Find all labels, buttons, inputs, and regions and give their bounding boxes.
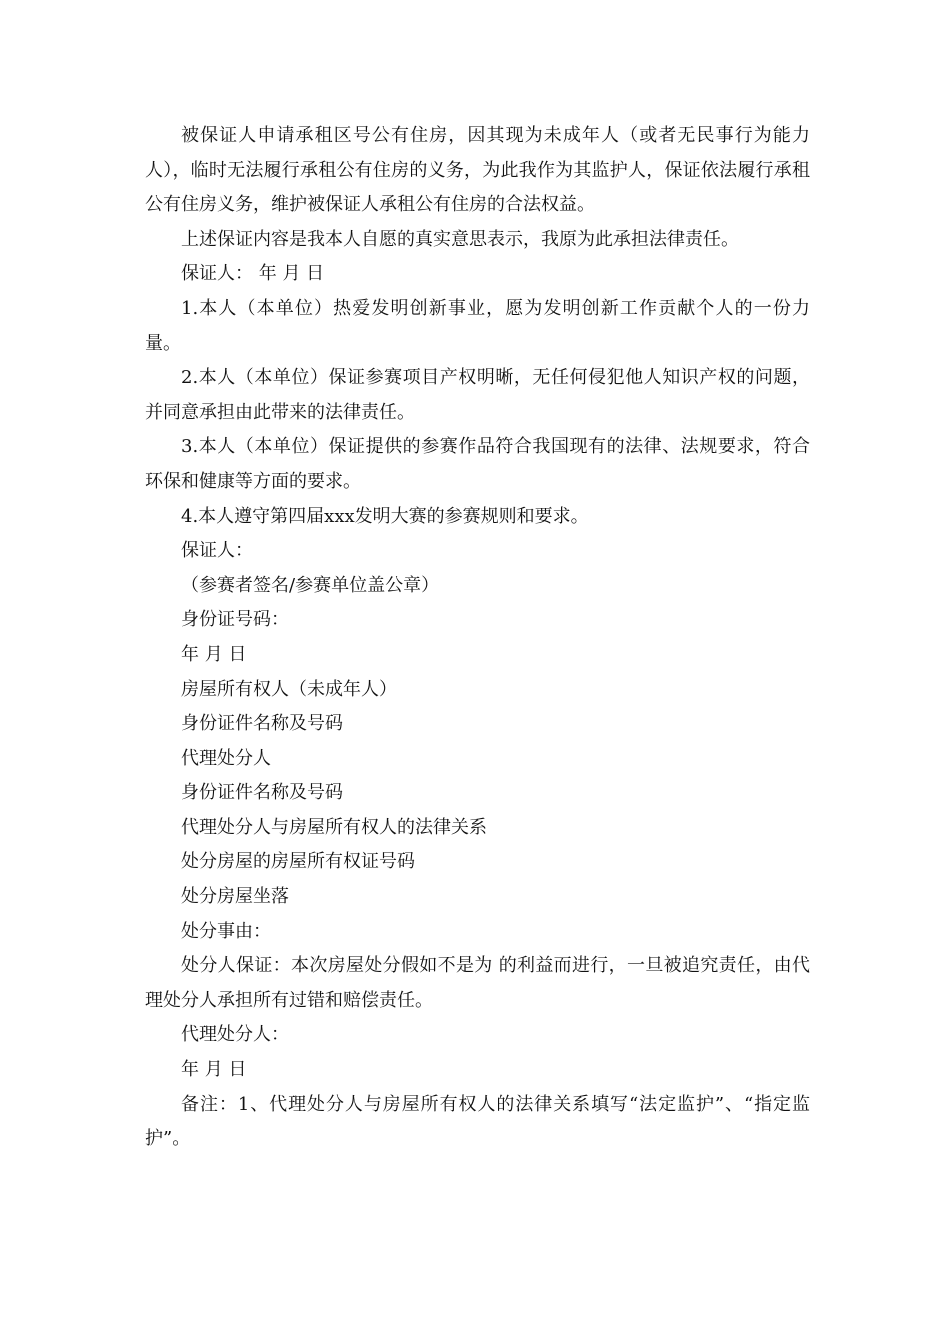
document-body <box>145 119 810 1157</box>
paragraph-agent-id: 身份证件名称及号码 <box>181 782 343 804</box>
paragraph-voluntary-statement: 上述保证内容是我本人自愿的真实意思表示，我原为此承担法律责任。 <box>181 228 739 250</box>
paragraph-item-3: 3.本人（本单位）保证提供的参赛作品符合我国现有的法律、法规要求，符合环保和健康等方面的要求。 <box>145 436 810 492</box>
paragraph-id-number: 身份证号码： <box>181 609 289 631</box>
paragraph-guarantor: 保证人： <box>181 540 253 562</box>
paragraph-guarantee-intro: 被保证人申请承租区号公有住房，因其现为未成年人（或者无民事行为能力人），临时无法履行承租公有住房的义务，为此我作为其监护人，保证依法履行承租公有住房义务，维护被保证人承租公有住房的合法权益。 <box>145 125 810 216</box>
paragraph-agent: 代理处分人 <box>181 747 271 769</box>
paragraph-item-2: 2.本人（本单位）保证参赛项目产权明晰，无任何侵犯他人知识产权的问题，并同意承担由此带来的法律责任。 <box>145 367 810 423</box>
paragraph-owner-id: 身份证件名称及号码 <box>181 713 343 735</box>
paragraph-guarantor-date: 保证人： 年 月 日 <box>181 263 325 285</box>
paragraph-certificate-number: 处分房屋的房屋所有权证号码 <box>181 851 415 873</box>
paragraph-date-2: 年 月 日 <box>181 1059 247 1081</box>
paragraph-disposal-guarantee: 处分人保证：本次房屋处分假如不是为 的利益而进行，一旦被追究责任，由代理处分人承担所有过错和赔偿责任。 <box>145 955 810 1011</box>
paragraph-owner: 房屋所有权人（未成年人） <box>181 678 397 700</box>
paragraph-item-1: 1.本人（本单位）热爱发明创新事业，愿为发明创新工作贡献个人的一份力量。 <box>145 297 810 354</box>
paragraph-date-1: 年 月 日 <box>181 643 247 665</box>
paragraph-property-location: 处分房屋坐落 <box>181 886 289 908</box>
paragraph-item-4: 4.本人遵守第四届xxx发明大赛的参赛规则和要求。 <box>181 505 589 527</box>
paragraph-legal-relation: 代理处分人与房屋所有权人的法律关系 <box>181 816 487 838</box>
paragraph-disposal-reason: 处分事由： <box>181 920 271 942</box>
paragraph-agent-signature: 代理处分人： <box>181 1024 289 1046</box>
paragraph-signature-note: （参赛者签名/参赛单位盖公章） <box>181 574 440 596</box>
paragraph-remark: 备注：1、代理处分人与房屋所有权人的法律关系填写“法定监护”、“指定监护”。 <box>145 1093 810 1150</box>
